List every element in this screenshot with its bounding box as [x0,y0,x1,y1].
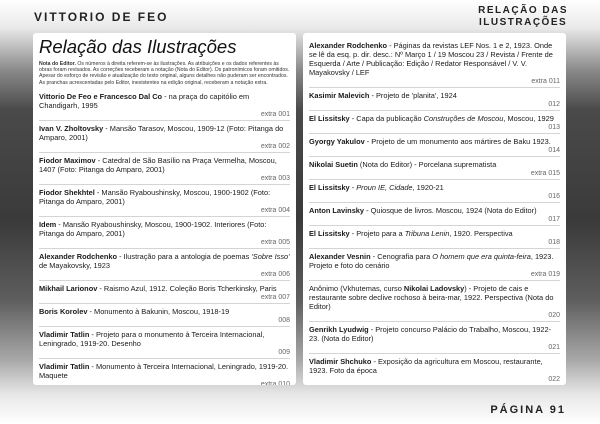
editor-note-label: Nota do Editor. [39,61,76,67]
entry-description: (Nota do Editor) - Porcelana suprematista [357,160,497,169]
entry-description: - Catedral de São Basílio na Praça Vermelha, Moscou, 1407 (Foto: Pitanga do Amparo, 2001) [39,155,277,174]
entry-text [39,284,290,293]
left-entry-list [39,89,290,385]
entry-text [309,41,560,77]
entry-text [39,330,290,348]
list-item [309,111,560,134]
entry-artist: Vittorio De Feo e Francesco Dal Co [39,91,163,101]
list-item [309,281,560,322]
list-item [309,322,560,354]
entry-text [39,252,290,270]
entry-text [39,92,290,110]
entry-code: extra 007 [260,293,290,301]
entry-code: 009 [278,348,290,356]
list-item [39,185,290,217]
entry-text [309,357,560,375]
entry-artist: Boris Korolev [39,306,88,316]
list-item [309,134,560,157]
entry-title-italic: O homem que era quinta-feira [432,252,531,261]
entry-text [309,229,560,238]
entry-description: - Ilustração para a antologia de poemas [117,251,252,261]
entry-artist: El Lissitsky [309,183,350,192]
section-header-line1: RELAÇÃO DAS [478,5,568,16]
list-item [39,121,290,153]
entry-description: - Projeto de 'planita', 1924 [369,91,457,100]
entry-text [39,362,290,380]
entry-code: 018 [548,239,560,246]
left-column-panel [33,33,296,385]
entry-description-cont: de Mayakovsky, 1923 [39,260,110,270]
entry-text [39,307,290,316]
entry-text [309,183,560,192]
entry-artist: Alexander Rodchenko [39,251,118,261]
list-item [39,217,290,249]
entry-description: - Mansão Tarasov, Moscou, 1909-12 (Foto: Pitanga do Amparo, 2001) [39,123,284,142]
entry-description: - Raismo Azul, 1912. Coleção Boris Tcherkinsky, Paris [97,283,277,293]
list-item [39,359,290,385]
list-item [309,249,560,281]
entry-artist: Alexander Rodchenko [309,41,388,50]
entry-description-cont: , Moscou, 1929 [503,114,554,123]
section-header-line2: ILUSTRAÇÕES [478,17,568,28]
entry-artist: Vladimir Tatlin [39,361,90,371]
entry-title-italic: Construções de Moscou [423,114,504,123]
entry-artist: El Lissitsky [309,229,350,238]
list-item [309,88,560,111]
entry-description: - Páginas da revistas LEF Nos. 1 e 2, 1923. Onde se lê da esq. p. dir. desc.: Nº Março 1 / 19 Moscou 23 / Revista / Frente de Esquerda / Arte / Publicação: Edição / Redator Responsável / V. V. Mayakovsky / LEF [309,41,553,77]
entry-artist: Vladimir Tatlin [39,329,90,339]
entry-description: - Capa da publicação [349,114,424,123]
entry-description: Anônimo (Vkhutemas, curso [309,284,404,293]
entry-code: extra 006 [260,270,290,278]
entry-text [309,206,560,215]
entry-description: - Exposição da agricultura em Moscou, restaurante, 1923. Foto da época [309,357,543,375]
entry-artist: Vladimir Shchuko [309,357,372,366]
list-item [309,203,560,226]
right-entry-list [309,38,560,385]
entry-code: extra 011 [531,78,560,85]
entry-code: 022 [548,376,560,383]
entry-text [39,156,290,174]
entry-description-cont: , 1920-21 [412,183,444,192]
entry-artist: Fiodor Shekhtel [39,187,95,197]
entry-description: - [349,183,357,192]
entry-description: - na praça do capitólio em Chandigarh, 1995 [39,91,250,110]
entry-description: - Quiosque de livros. Moscou, 1924 (Nota do Editor) [364,206,537,215]
entry-text [309,252,560,270]
entry-code: 008 [278,316,290,324]
entry-description: - Projeto concurso Palácio do Trabalho, Moscou, 1922-23. (Nota do Editor) [309,325,552,343]
entry-artist: Fiodor Maximov [39,155,96,165]
entry-code: extra 004 [260,206,290,214]
entry-title-italic: 'Sobre Isso' [251,251,290,261]
entry-text [309,137,560,146]
entry-code: 014 [548,147,560,154]
entry-code: 017 [548,216,560,223]
entry-artist: Alexander Vesnin [309,252,371,261]
entry-code: extra 015 [530,170,560,177]
right-column-panel [303,33,566,385]
entry-code: 012 [548,101,560,108]
entry-artist: Gyorgy Yakulov [309,137,365,146]
entry-description: - Mansão Ryaboushinsky, Moscou, 1900-1902. Interiores (Foto: Pitanga do Amparo, 2001) [39,219,267,238]
entry-text [309,91,560,100]
entry-code: extra 001 [260,110,290,118]
list-item [309,226,560,249]
entry-artist: Anton Lavinsky [309,206,365,215]
entry-code: extra 019 [530,271,560,278]
list-item [39,249,290,281]
entry-text [309,160,560,169]
entry-code: 016 [548,193,560,200]
entry-code: extra 010 [260,380,290,385]
list-item [39,281,290,304]
list-item [39,327,290,359]
list-item [309,38,560,88]
entry-code: 021 [548,344,560,351]
entry-code: extra 002 [260,142,290,150]
entry-text [39,124,290,142]
entry-text [39,220,290,238]
entry-artist: Ivan V. Zholtovsky [39,123,104,133]
entry-artist: El Lissitsky [309,114,350,123]
list-item [39,89,290,121]
page-title: Relação das Ilustrações [39,36,237,57]
entry-text [309,325,560,343]
list-item [309,354,560,385]
entry-artist: Idem [39,219,57,229]
list-item [309,157,560,180]
editor-note [39,61,290,86]
list-item [39,153,290,185]
entry-code: 013 [548,124,560,131]
entry-artist: Nikolai Suetin [309,160,358,169]
entry-description: - Projeto para a [349,229,405,238]
entry-title-italic: Proun IE, Cidade [356,183,413,192]
list-item [309,180,560,203]
entry-description: - Monumento à Bakunin, Moscou, 1918-19 [87,306,230,316]
entry-description-cont: , 1923. Projeto e foto do cenário [309,252,554,270]
author-header: VITTORIO DE FEO [34,10,169,24]
entry-artist-secondary: Nikolai Ladovsky [403,284,465,293]
entry-description: - Projeto de um monumento aos mártires de Baku 1923. [364,137,551,146]
entry-code: extra 005 [260,238,290,246]
entry-text [309,284,560,311]
entry-artist: Mikhail Larionov [39,283,98,293]
list-item [39,304,290,327]
entry-text [39,188,290,206]
entry-code: extra 003 [260,174,290,182]
entry-description-cont: , 1920. Perspectiva [449,229,513,238]
entry-description: - Mansão Ryaboushinsky, Moscou, 1900-1902 (Foto: Pitanga do Amparo, 2001) [39,187,271,206]
entry-description: - Projeto para o monumento à Terceira Internacional, Leningrado, 1919-20. Desenho [39,329,265,348]
entry-code: 020 [548,312,560,319]
entry-text [309,114,560,123]
entry-description-cont: ) - Projeto de cais e restaurante sobre declive rochoso à beira-mar, 1922. Perspectiva (Nota do Editor) [309,284,554,311]
entry-artist: Kasimir Malevich [309,91,370,100]
section-header [478,5,568,29]
entry-artist: Genrikh Lyudwig [309,325,369,334]
entry-description: - Cenografia para [370,252,433,261]
entry-title-italic: Tribuna Lenin [404,229,450,238]
entry-description: - Monumento à Terceira Internacional, Leningrado, 1919-20. Maquete [39,361,289,380]
editor-note-text: Os números à direita referem-se às ilustrações. As atribuições e os dados referentes às obras foram revisados. As correções receberam a notação (Nota do Editor). Os patronímicos foram omitidos. Apesar do esforço de revisão e atualização do texto original, alguns detalhes não puderam ser encontrados. As pranchas acrescentadas pelo Editor, inexistentes na edição original, receberam a notação extra. [39,61,290,86]
page-number: PÁGINA 91 [490,404,566,416]
